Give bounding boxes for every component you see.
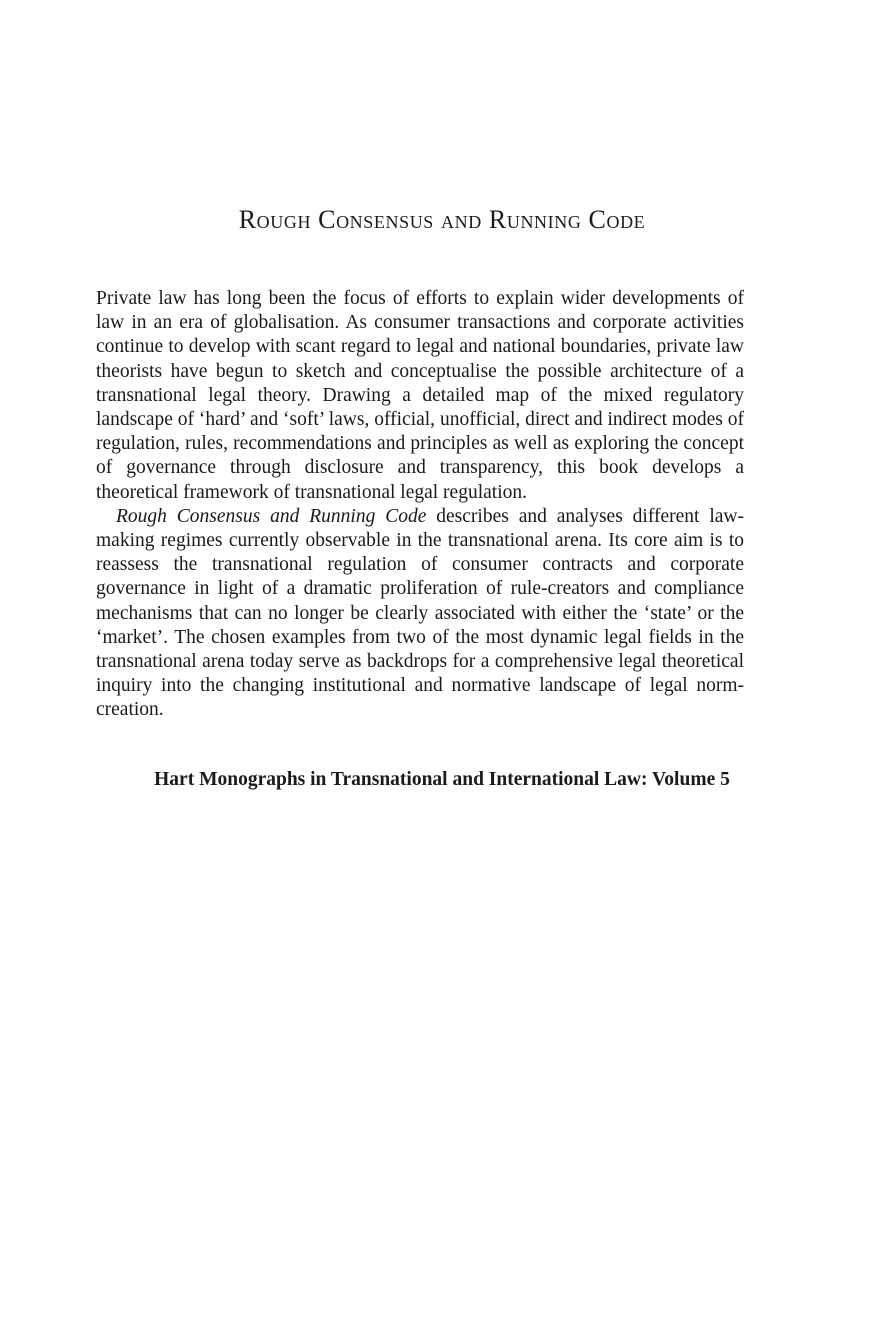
series-title: Hart Monographs in Transnational and International Law: Volume 5 xyxy=(154,769,730,790)
paragraph-2 xyxy=(96,505,744,723)
paragraph-1: Private law has long been the focus of efforts to explain wider developments of law in an era of globalisation. As consumer transactions and corporate activities continue to develop with scant regard to legal and national boundaries, private law theorists have begun to sketch and conceptualise the possible architecture of a transnational legal theory. Drawing a detailed map of the mixed regulatory landscape of ‘hard’ and ‘soft’ laws, official, unofficial, direct and indirect modes of regulation, rules, recommendations and principles as well as exploring the concept of governance through disclosure and transparency, this book develops a theoretical framework of transnational legal regulation. xyxy=(96,288,744,503)
book-title-italic: Rough Consensus and Running Code xyxy=(116,505,427,527)
page-title: Rough Consensus and Running Code xyxy=(238,205,646,234)
blurb-text xyxy=(96,287,744,723)
paragraph-2-text: describes and analyses different law-making regimes currently observable in the transnational arena. Its core aim is to reassess the transnational regulation of consumer contracts and corporate governance in light of a dramatic proliferation of rule-creators and compliance mechanisms that can no longer be clearly associated with either the ‘state’ or the ‘market’. The chosen examples from two of the most dynamic legal fields in the transnational arena today serve as backdrops for a comprehensive legal theoretical inquiry into the changing institutional and normative landscape of legal norm-creation. xyxy=(96,505,744,721)
